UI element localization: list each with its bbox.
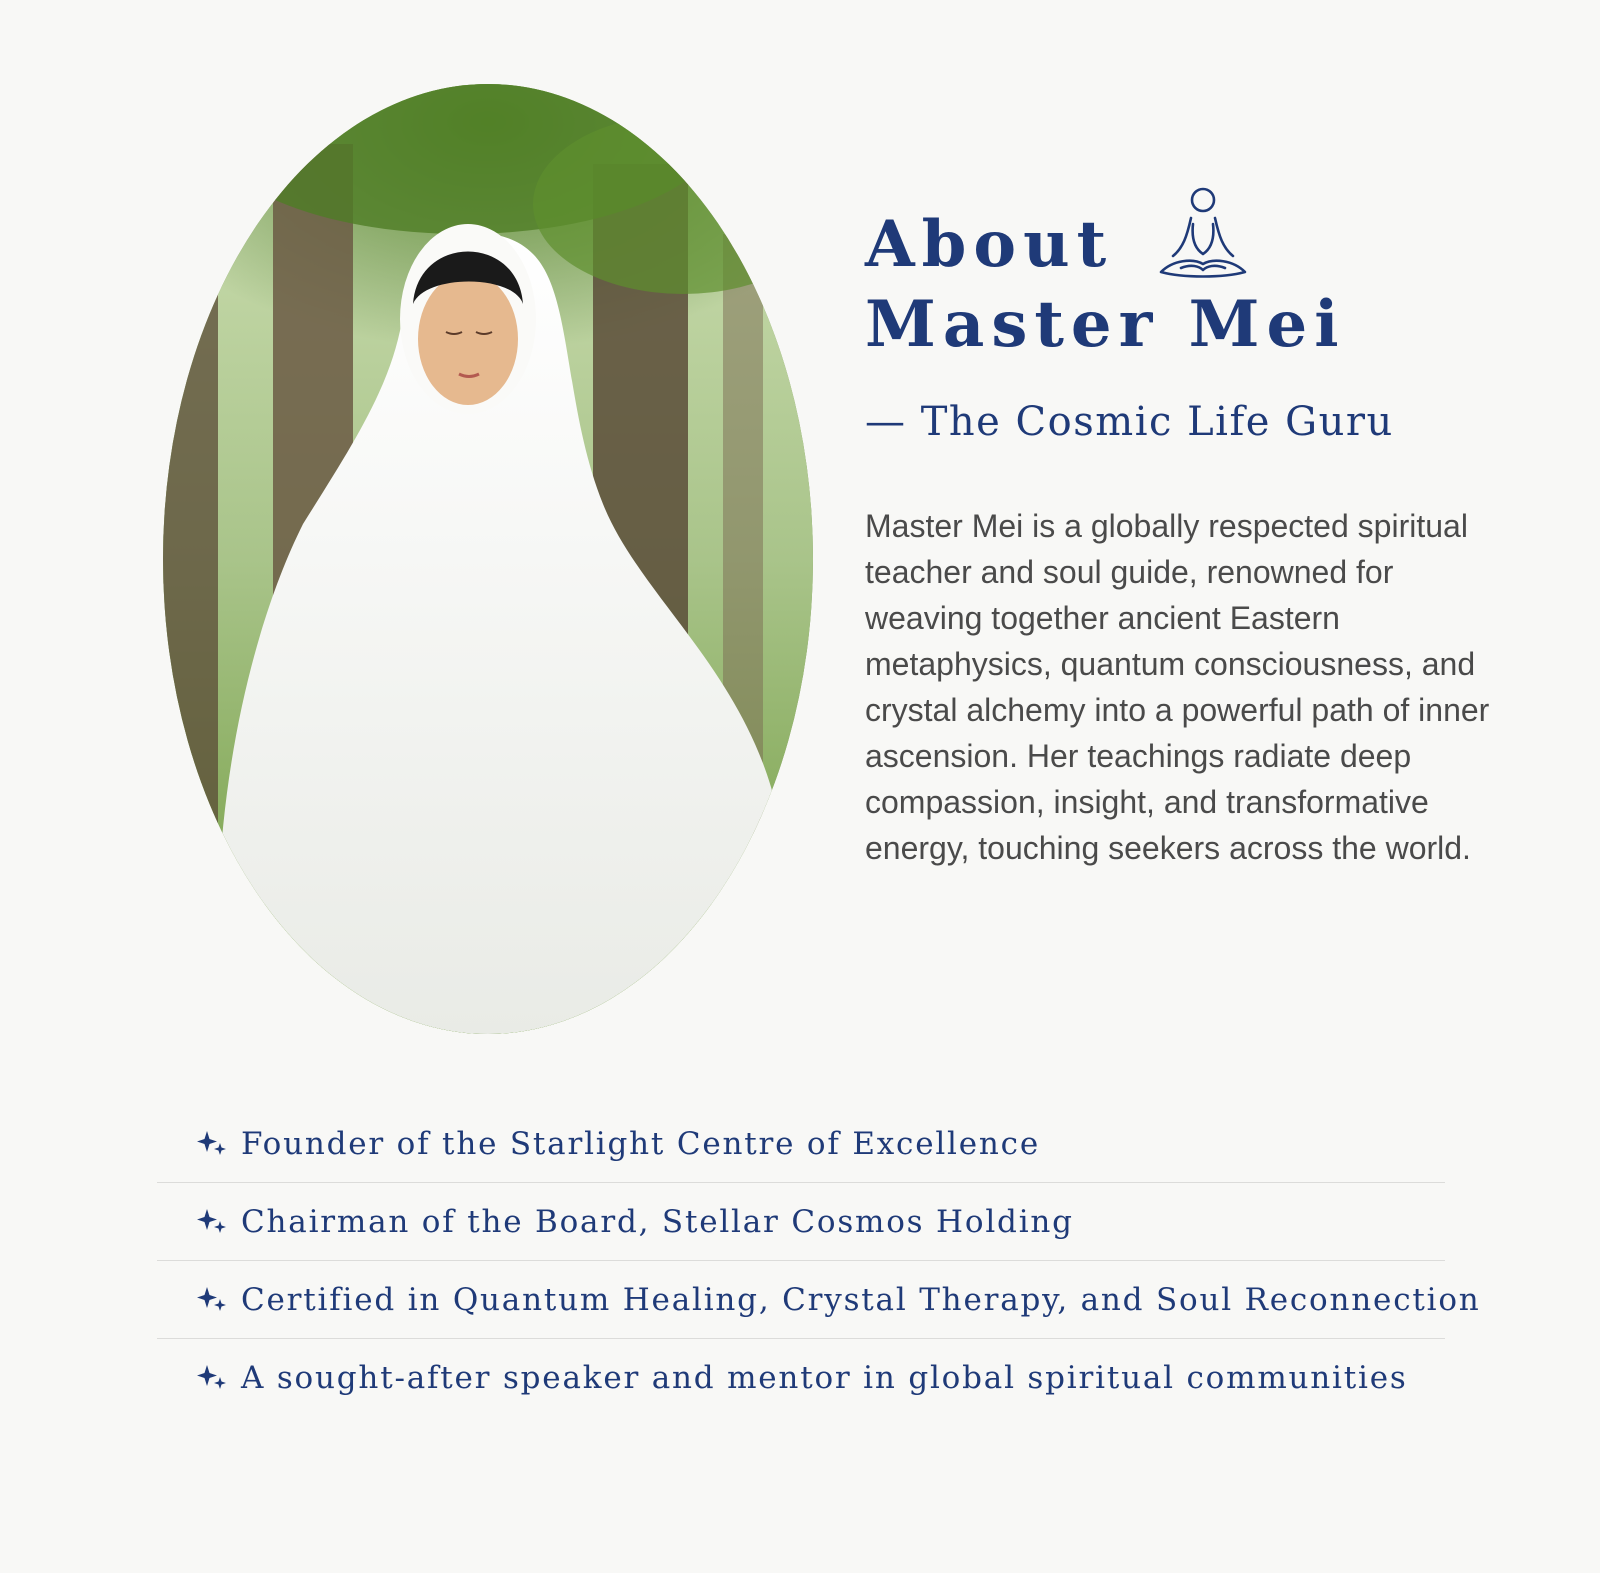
facts-list (157, 1105, 1481, 1417)
sparkle-icon (197, 1285, 227, 1315)
list-item (157, 1105, 1445, 1183)
page-title-line2: Master Mei (865, 287, 1346, 362)
list-item (157, 1183, 1445, 1261)
fact-text: Founder of the Starlight Centre of Excellence (241, 1125, 1040, 1162)
sparkle-icon (197, 1129, 227, 1159)
page-subtitle: — The Cosmic Life Guru (865, 399, 1394, 445)
portrait-image (163, 84, 813, 1034)
sparkle-icon (197, 1363, 227, 1393)
title-row (865, 205, 1525, 285)
list-item (157, 1261, 1481, 1339)
fact-text: A sought-after speaker and mentor in global spiritual communities (241, 1360, 1408, 1396)
list-item (157, 1339, 1445, 1417)
portrait-illustration (163, 84, 813, 1034)
fact-text: Chairman of the Board, Stellar Cosmos Holding (241, 1203, 1074, 1240)
about-section (865, 205, 1525, 903)
fact-text: Certified in Quantum Healing, Crystal Therapy, and Soul Reconnection (241, 1281, 1481, 1318)
bio-paragraph: Master Mei is a globally respected spiritual teacher and soul guide, renowned for weaving together ancient Eastern metaphysics, quantum consciousness, and crystal alchemy into a powerful path of inner ascension. Her teachings radiate deep compassion, insight, and transformative energy, touching seekers across the world. (865, 508, 1490, 866)
meditation-icon (1153, 184, 1253, 284)
page-title-line1: About (865, 207, 1114, 282)
sparkle-icon (197, 1207, 227, 1237)
